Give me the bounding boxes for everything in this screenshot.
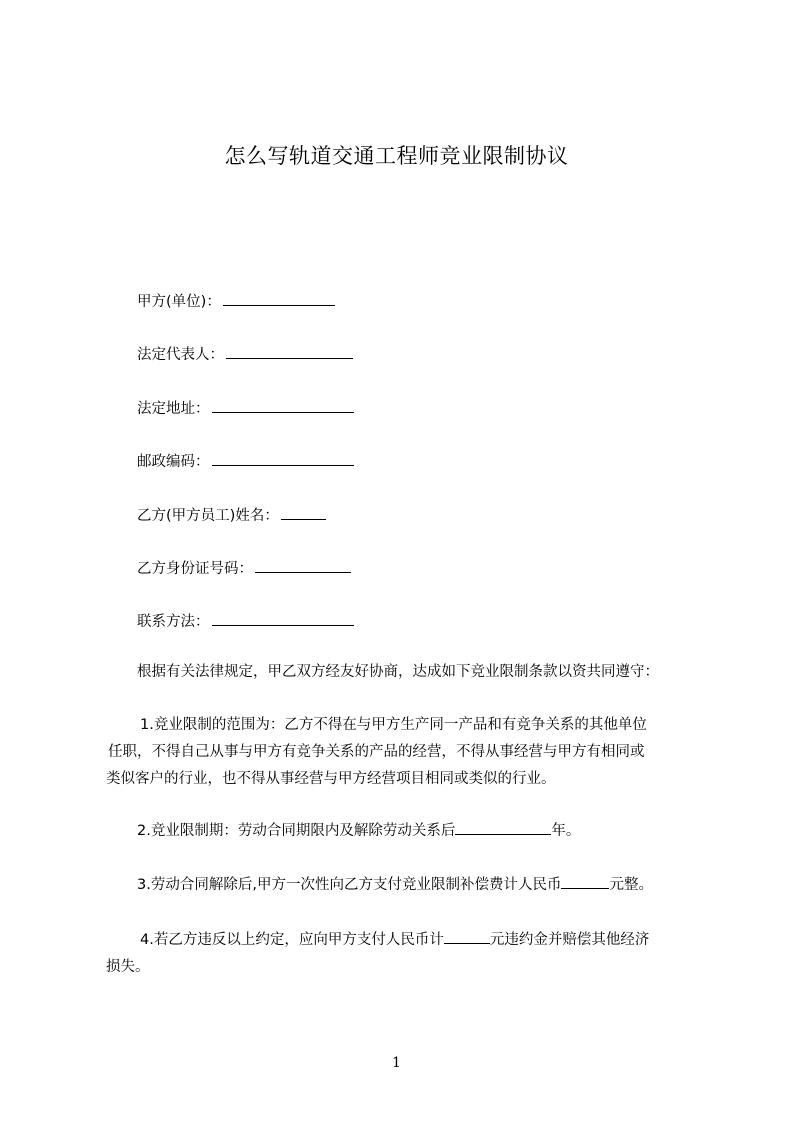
clause-1-line-2: 任职，不得自己从事与甲方有竞争关系的产品的经营，不得从事经营与甲方有相同或 <box>108 744 645 760</box>
field-label: 邮政编码： <box>137 454 210 470</box>
clause-2-text: 2.竞业限制期：劳动合同期限内及解除劳动关系后 <box>137 823 456 839</box>
field-label: 联系方法： <box>137 614 210 630</box>
clause-3-suffix: 元整。 <box>609 877 653 893</box>
fill-in-line[interactable] <box>255 559 351 573</box>
fill-in-line[interactable] <box>212 452 354 466</box>
field-label: 法定代表人： <box>137 347 224 363</box>
fill-in-line[interactable] <box>561 875 609 889</box>
document-title: 怎么写轨道交通工程师竞业限制协议 <box>224 144 569 168</box>
clause-4-line-2: 损失。 <box>106 959 150 975</box>
clause-1-line-1: 1.竞业限制的范围为：乙方不得在与甲方生产同一产品和有竞争关系的其他单位 <box>140 717 647 733</box>
clause-1-line-3: 类似客户的行业，也不得从事经营与甲方经营项目相同或类似的行业。 <box>106 771 556 787</box>
fill-in-line[interactable] <box>212 399 354 413</box>
field-party-b-id <box>137 559 351 579</box>
clause-4 <box>106 927 716 981</box>
clause-1 <box>106 712 706 793</box>
field-label: 乙方身份证号码： <box>137 561 253 577</box>
clause-3-text: 3.劳动合同解除后,甲方一次性向乙方支付竞业限制补偿费计人民币 <box>137 877 562 893</box>
fill-in-line[interactable] <box>281 506 326 520</box>
field-party-b-name <box>137 506 326 526</box>
field-label: 甲方(单位)： <box>137 294 221 310</box>
field-party-a <box>137 292 335 312</box>
fill-in-line[interactable] <box>226 345 353 359</box>
fill-in-line[interactable] <box>212 612 354 626</box>
clause-3 <box>137 872 653 899</box>
clause-4-line-1 <box>106 927 716 954</box>
fill-in-line[interactable] <box>455 821 551 835</box>
clause-2 <box>137 818 580 845</box>
fill-in-line[interactable] <box>444 930 490 944</box>
intro-paragraph: 根据有关法律规定，甲乙双方经友好协商，达成如下竞业限制条款以资共同遵守： <box>137 664 659 680</box>
field-label: 乙方(甲方员工)姓名： <box>137 508 279 524</box>
field-label: 法定地址： <box>137 401 210 417</box>
clause-2-suffix: 年。 <box>551 823 581 839</box>
clause-4-text: 4.若乙方违反以上约定，应向甲方支付人民币计 <box>140 932 444 948</box>
field-legal-representative <box>137 345 353 365</box>
field-contact <box>137 612 354 632</box>
page-number: 1 <box>392 1055 401 1071</box>
field-legal-address <box>137 399 354 419</box>
fill-in-line[interactable] <box>223 292 335 306</box>
clause-4-suffix: 元违约金并赔偿其他经济 <box>489 932 650 948</box>
field-postal-code <box>137 452 354 472</box>
